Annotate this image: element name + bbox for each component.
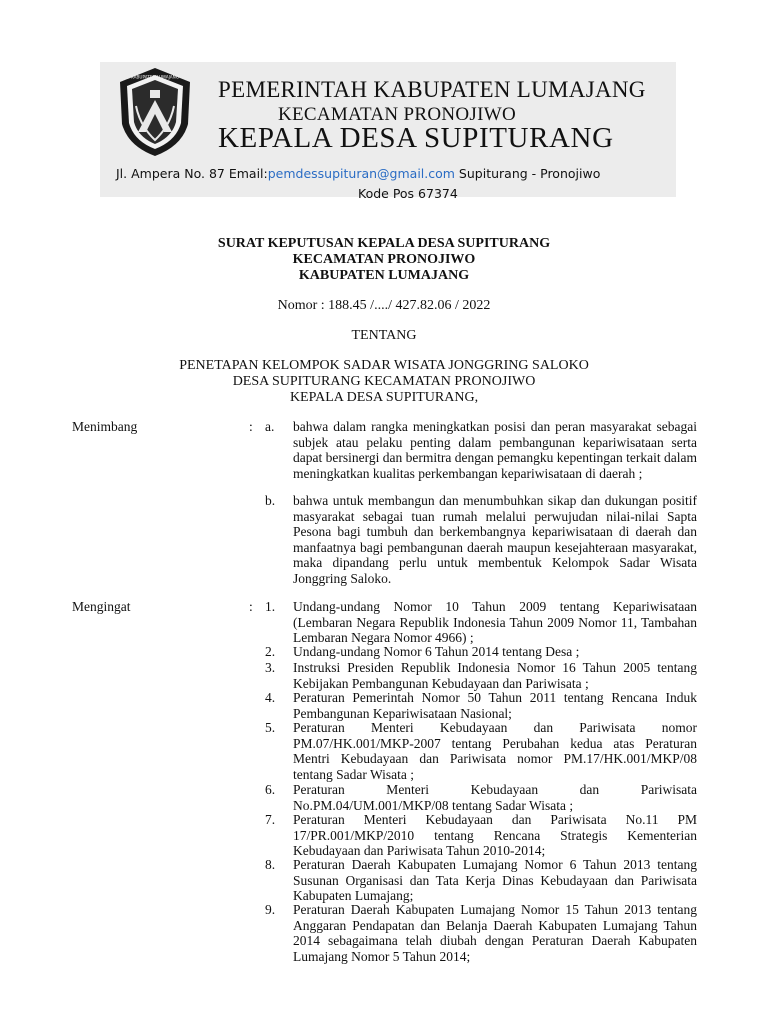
address-suffix: Supiturang - Pronojiwo <box>454 166 601 181</box>
mengingat-marker-8: 8. <box>265 857 276 872</box>
mengingat-marker-3: 3. <box>265 660 276 675</box>
menimbang-colon: : <box>249 419 253 434</box>
mengingat-item-9: Peraturan Daerah Kabupaten Lumajang Nomor 15 Tahun 2013 tentang Anggaran Pendapatan dan Belanja Daerah Kabupaten Lumajang Tahun 2014 sebagaimana telah diubah dengan Peraturan Daerah Kabupaten Lumajang Nomor 5 Tahun 2014; <box>293 902 697 964</box>
letterhead-address <box>116 166 600 181</box>
tentang-heading: TENTANG <box>351 328 417 343</box>
decree-title: SURAT KEPUTUSAN KEPALA DESA SUPITURANG <box>217 236 551 251</box>
mengingat-label: Mengingat <box>72 599 131 614</box>
decree-title-regency: KABUPATEN LUMAJANG <box>298 268 470 283</box>
letterhead <box>100 62 676 201</box>
subject-line-2: DESA SUPITURANG KECAMATAN PRONOJIWO <box>232 374 536 389</box>
letterhead-village-head: KEPALA DESA SUPITURANG <box>218 122 614 154</box>
subject-line-1: PENETAPAN KELOMPOK SADAR WISATA JONGGRING SALOKO <box>179 358 589 373</box>
mengingat-marker-7: 7. <box>265 812 276 827</box>
subject-line-3: KEPALA DESA SUPITURANG, <box>289 390 479 405</box>
mengingat-item-4: Peraturan Pemerintah Nomor 50 Tahun 2011 tentang Rencana Induk Pembangunan Kepariwisataan Nasional; <box>293 690 697 721</box>
decree-title-district: KECAMATAN PRONOJIWO <box>292 252 476 267</box>
emblem-text: KABUPATEN LUMAJANG <box>130 74 180 80</box>
menimbang-marker-a: a. <box>265 419 275 434</box>
menimbang-label: Menimbang <box>72 419 138 434</box>
mengingat-item-2: Undang-undang Nomor 6 Tahun 2014 tentang Desa ; <box>293 644 580 659</box>
mengingat-item-8: Peraturan Daerah Kabupaten Lumajang Nomor 6 Tahun 2013 tentang Susunan Organisasi dan Tata Kerja Dinas Kebudayaan dan Pariwisata Kabupaten Lumajang; <box>293 857 697 904</box>
mengingat-marker-6: 6. <box>265 782 276 797</box>
mengingat-item-6: Peraturan Menteri Kebudayaan dan Pariwisata No.PM.04/UM.001/MKP/08 tentang Sadar Wisata ; <box>293 782 697 813</box>
letterhead-district: KECAMATAN PRONOJIWO <box>278 104 516 125</box>
mengingat-item-3: Instruksi Presiden Republik Indonesia Nomor 16 Tahun 2005 tentang Kebijakan Pembangunan Kebudayaan dan Pariwisata ; <box>293 660 697 691</box>
mengingat-marker-4: 4. <box>265 690 276 705</box>
mengingat-item-5: Peraturan Menteri Kebudayaan dan Pariwisata nomor PM.07/HK.001/MKP-2007 tentang Perubahan kedua atas Peraturan Mentri Kebudayaan dan Pariwisata nomor PM.17/HK.001/MKP/08 tentang Sadar Wisata ; <box>293 720 697 782</box>
decree-number: Nomor : 188.45 /..../ 427.82.06 / 2022 <box>277 298 491 313</box>
menimbang-item-a: bahwa dalam rangka meningkatkan posisi dan peran masyarakat sebagai subjek atau pelaku penting dalam pembangunan kepariwisataan serta dapat bersinergi dan bermitra dengan pemangku kepentingan terkait dalam meningkatkan kualitas perkembangan kepariwisataan di daerah ; <box>293 419 697 481</box>
mengingat-item-7: Peraturan Menteri Kebudayaan dan Pariwisata No.11 PM 17/PR.001/MKP/2010 tentang Rencana Strategis Kementerian Kebudayaan dan Pariwisata Tahun 2010-2014; <box>293 812 697 859</box>
mengingat-marker-5: 5. <box>265 720 276 735</box>
regency-emblem-icon <box>116 66 194 158</box>
menimbang-marker-b: b. <box>265 493 276 508</box>
menimbang-item-b: bahwa untuk membangun dan menumbuhkan sikap dan dukungan positif masyarakat sebagai tuan rumah melalui perwujudan nilai-nilai Sapta Pesona bagi tumbuh dan berkembangnya kepariwisataan di daerah dan manfaatnya bagi pembangunan daerah maupun kesejahteraan masyarakat, maka dipandang perlu untuk membentuk Kelompok Sadar Wisata Jonggring Saloko. <box>293 493 697 586</box>
email-link[interactable]: pemdessupituran@gmail.com <box>267 166 455 181</box>
mengingat-marker-9: 9. <box>265 902 276 917</box>
mengingat-marker-2: 2. <box>265 644 276 659</box>
mengingat-item-1: Undang-undang Nomor 10 Tahun 2009 tentang Kepariwisataan (Lembaran Negara Republik Indonesia Tahun 2009 Nomor 11, Tambahan Lembaran Negara Nomor 4966) ; <box>293 599 697 646</box>
mengingat-marker-1: 1. <box>265 599 276 614</box>
mengingat-colon: : <box>249 599 253 614</box>
letterhead-postal-code: Kode Pos 67374 <box>358 186 458 201</box>
address-prefix: Jl. Ampera No. 87 Email: <box>116 166 268 181</box>
letterhead-government: PEMERINTAH KABUPATEN LUMAJANG <box>218 77 646 102</box>
